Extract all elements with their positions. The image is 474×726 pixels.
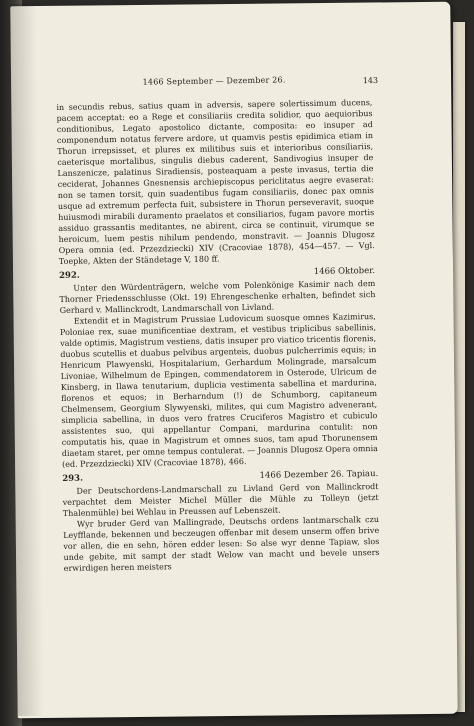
- entry-number: 292.: [59, 270, 80, 281]
- entry-source-text: Wyr bruder Gerd van Mallingrade, Deutschs ordens lantmarschalk czu Leyfflande, bekennen und beczeugen offenbar mit desem unserm offen brive vor allen, die en sehn, hören edder lesen: So alse wyr denne Tapiaw, slos unde gebite, mit sampt der stadt Welow van macht und bevele unsers erwirdigen heren meisters: [63, 514, 380, 573]
- entry-292: [59, 266, 378, 470]
- entry-summary: Unter den Würdenträgern, welche vom Polenkönige Kasimir nach dem Thorner Friedensschlusse (Okt. 19) Ehrengeschenke erhalten, befindet sich Gerhard v. Mallinckrodt, Landmarschall von Livland.: [59, 279, 376, 315]
- page-content: [56, 73, 380, 574]
- continuation-paragraph: in secundis rebus, satius quam in adversis, sapere solertissimum ducens, pacem acceptat: eo a Rege et consiliariis credita solidior, quo aequioribus conditionibus, Legato apostolico dictante, composita: eo insuper ad componendum notatus fervere ardore, ut quamvis pestis epidimica etiam in Thorun irrepsisset, et plures ex militibus suis et interioribus consiliariis, caeterisque mortalibus, singulis diebus caderent, Sandivogius insuper de Lanszenicze, palatinus Siradiensis, posteaquam a peste invasus, tertia die ceciderat, Johannes Gnesnensis archiepiscopus periclitatus aegre evaserat: non se tamen torsit, quin suadentibus fugam consiliariis, donec pax omnis usque ad extremum perfecta fuit, subsistere in Thorun perseveravit, suoque huiusmodi mirabili duramento praelatos et consiliarios, fugam pavore mortis assiduo grassantis meditantes, ne abirent, circa se continuit, virumque se heroicum, luem pestis nihilum pendendo, monstravit. — Joannis Dlugosz Opera omnia (ed. Przezdziecki) XIV (Cracoviae 1878), 454—457. — Vgl. Toepke, Akten der Ständetage V, 180 ff.: [56, 98, 375, 266]
- continuation-text: [56, 97, 375, 267]
- entry-number: 293.: [62, 473, 84, 484]
- entry-293: [62, 469, 380, 574]
- page-number: 143: [362, 75, 379, 86]
- running-title: 1466 September — Dezember 26.: [142, 75, 286, 87]
- entry-summary: Der Deutschordens-Landmarschall zu Livland Gerd von Mallinckrodt verpachtet dem Meister Michel Müller die Mühle zu Tolleyn (jetzt Thalenmühle) bei Wehlau in Preussen auf Lebenszeit.: [62, 481, 379, 518]
- entry-date: 1466 Oktober.: [313, 266, 376, 277]
- entry-date: 1466 Dezember 26. Tapiau.: [259, 468, 379, 481]
- entry-source-text: Extendit et in Magistrum Prussiae Ludovicum suosque omnes Kazimirus, Poloniae rex, suae munificentiae dextram, et vestibus triplicibus sabellinis, valde optimis, Magistrum vestiens, datis insuper pro viatico tricentis florenis, duobus scutellis et duabus pelvibus argenteis, duobus pulcherrimis equis; in Henricum Plawyenski, Hospitalarium, Gerhardum Molingrade, marsalcum Livoniae, Wilhelmum de Epingen, commendatorem in Osterode, Ulricum de Kinsberg, in Ilawa tenutarium, duplicia vestimenta sabellina et mardurina, florenos et equos; in Berharndum (!) de Schumborg, capitaneum Chelmensem, Georgium Slywyenski, milites, qui cum Magistro advenerant, simplicia sabellina, in duos vero fratres Cruciferos Magistro et cubiculo assistentes suo, qui appellantur Compani, mardurina contulit: non computatis his, quae in Magistrum et omnes suos, tam apud Thorunensem diaetam staret, per omne tempus contulerat. — Joannis Dlugosz Opera omnia (ed. Przezdziecki) XIV (Cracoviae 1878), 466.: [59, 312, 378, 469]
